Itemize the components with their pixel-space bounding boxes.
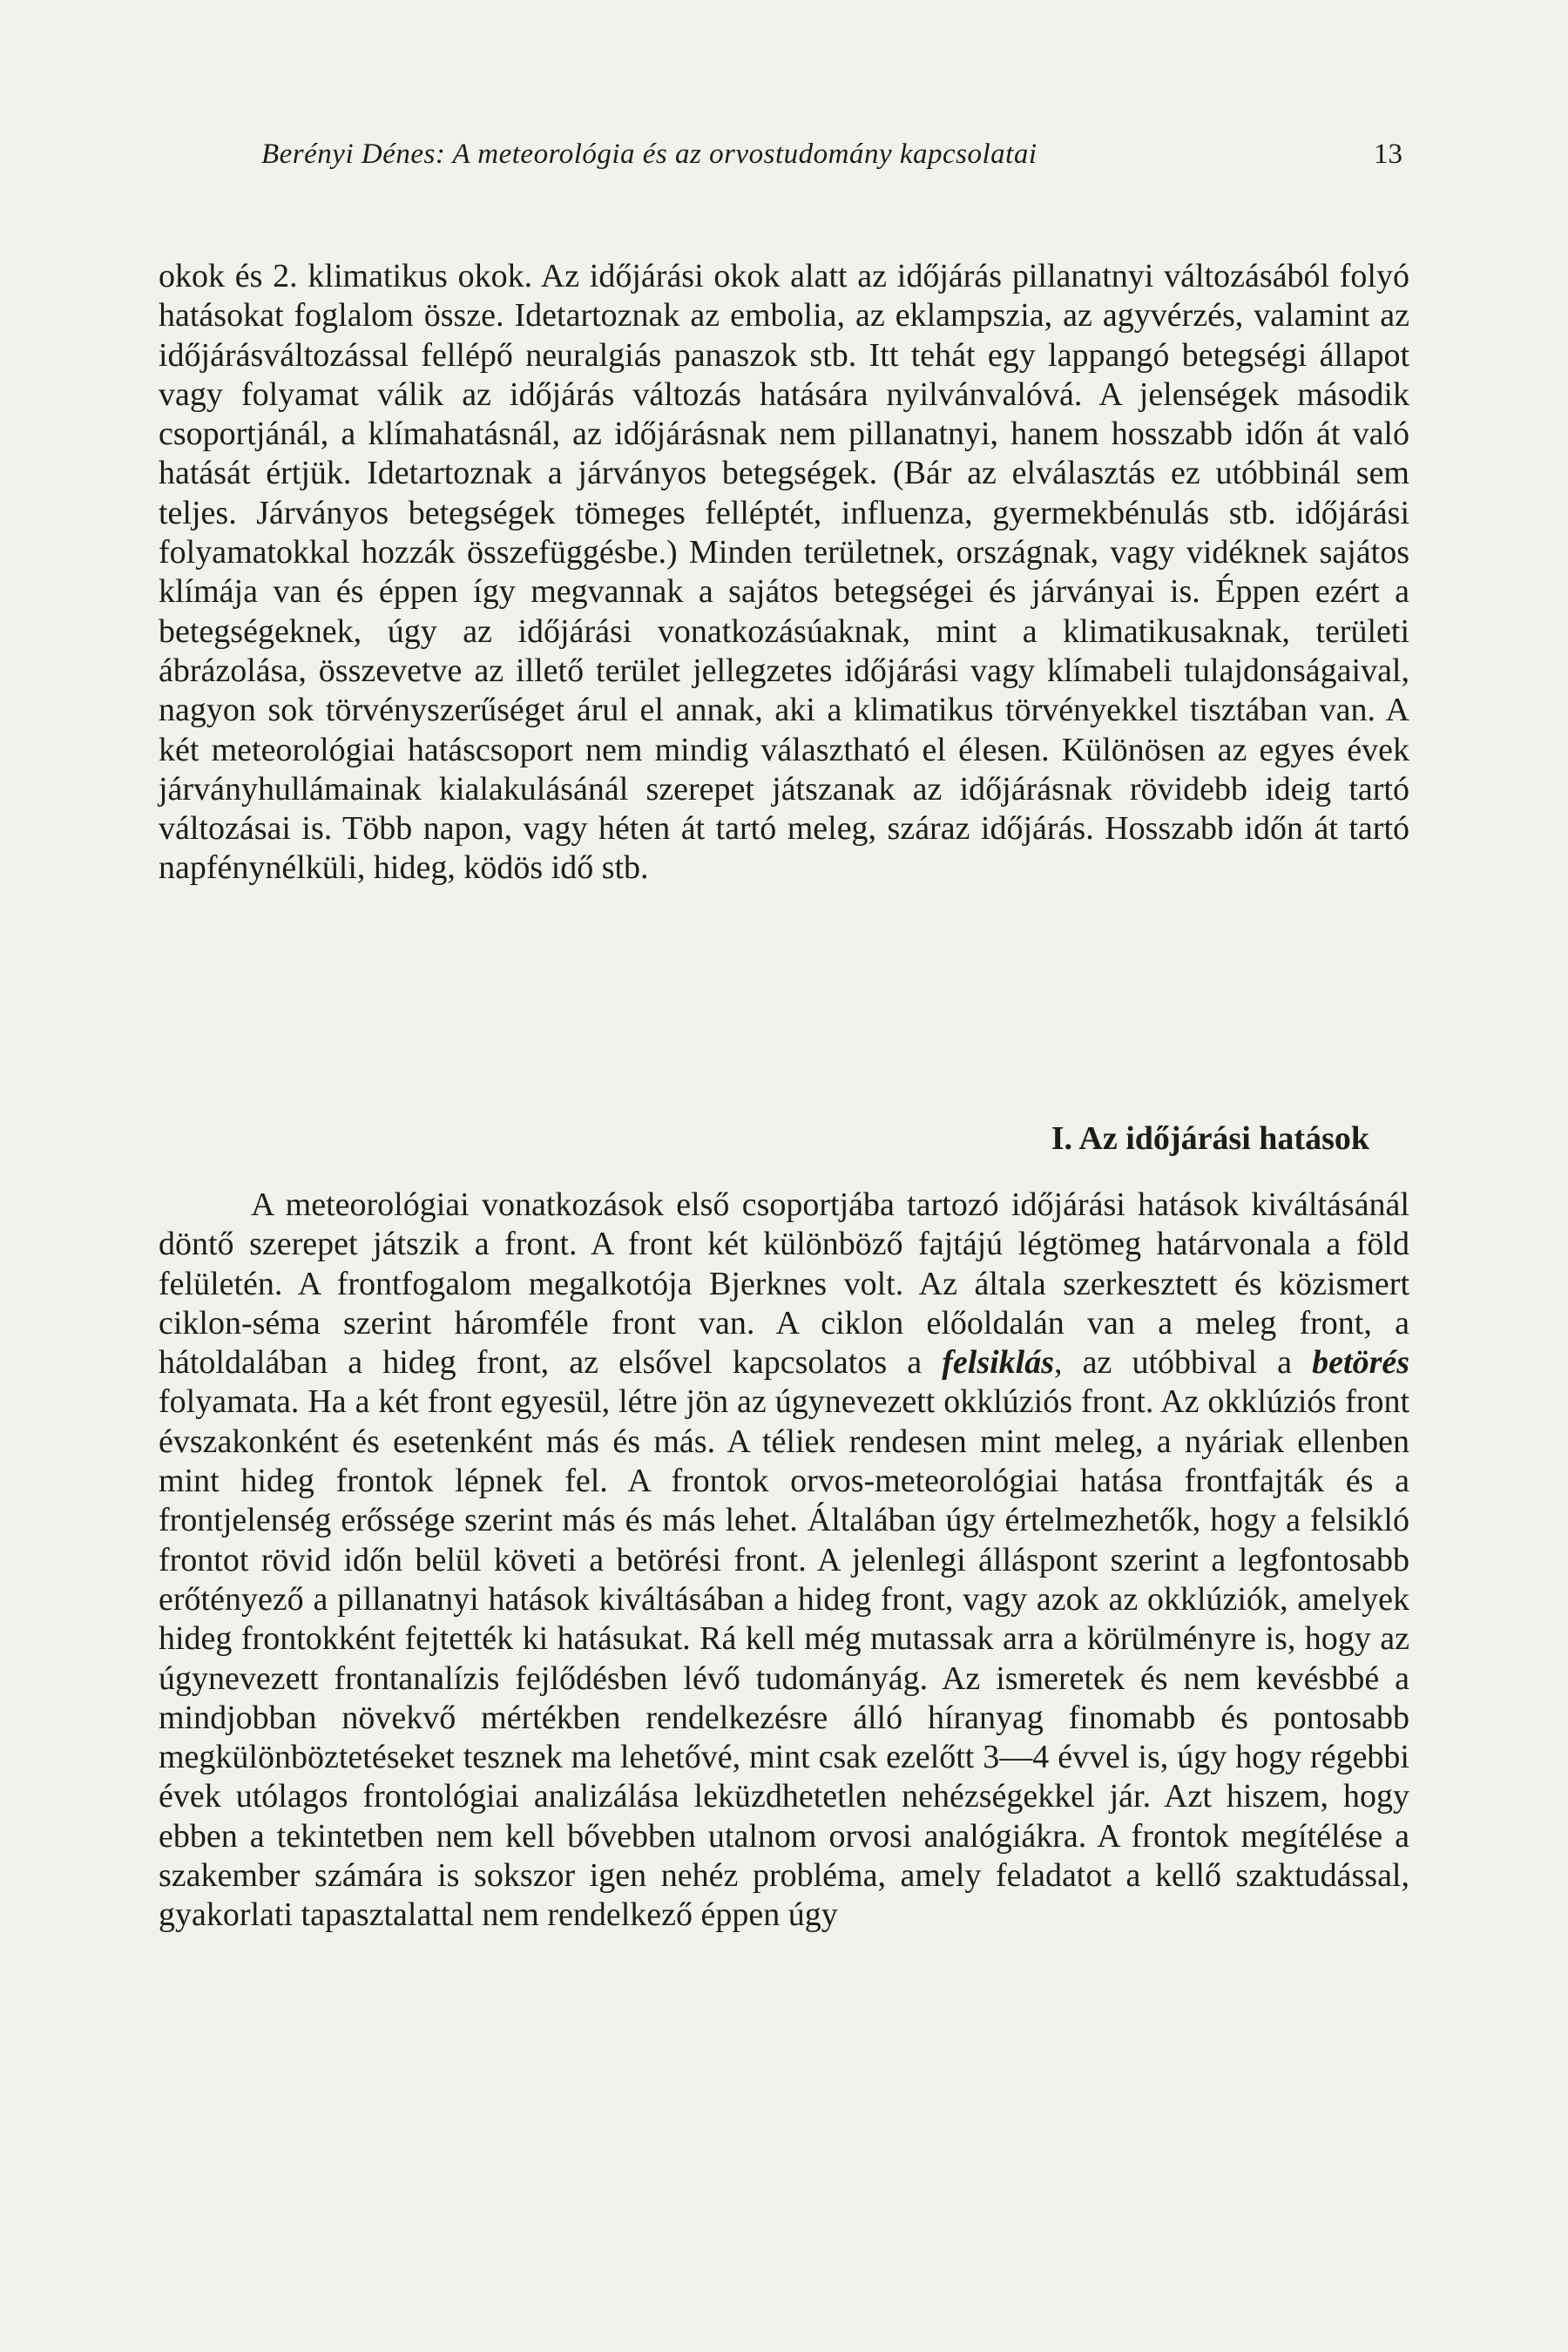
paragraph-text-part-2: , az utóbbival a xyxy=(1054,1344,1313,1382)
emphasis-betores: betörés xyxy=(1312,1344,1410,1382)
page-number: 13 xyxy=(1374,139,1402,170)
emphasis-felsiklas: felsiklás xyxy=(942,1344,1055,1382)
paragraph-text: okok és 2. klimatikus okok. Az időjárási okok alatt az időjárás pillanatnyi változásából folyó hatásokat foglalom össze. Idetartoznak az embolia, az eklampszia, az agyvérzés, valamint az időjárásváltozással fellépő neuralgiás panaszok stb. Itt tehát egy lappangó betegségi állapot vagy folyamat válik az időjárás változás hatására nyilvánvalóvá. A jelenségek második csoportjánál, a klímahatásnál, az időjárásnak nem pillanatnyi, hanem hosszabb időn át való hatását értjük. Idetartoznak a járványos betegségek. (Bár az elválasztás ez utóbbinál sem teljes. Járványos betegségek tömeges felléptét, influenza, gyermekbénulás stb. időjárási folyamatokkal hozzák összefüggésbe.) Minden területnek, országnak, vagy vidéknek sajátos klímája van és éppen így megvannak a sajátos betegségei és járványai is. Éppen ezért a betegségeknek, úgy az időjárási vonatkozásúaknak, mint a klimatikusaknak, területi ábrázolása, összevetve az illető terület jellegzetes időjárási vagy klímabeli tulajdonságaival, nagyon sok törvényszerűséget árul el annak, aki a klimatikus törvényekkel tisztában van. A két meteorológiai hatáscsoport nem mindig választható el élesen. Különösen az egyes évek járványhullámainak kialakulásánál szerepet játszanak az időjárásnak rövidebb ideig tartó változásai is. Több napon, vagy héten át tartó meleg, száraz időjárás. Hosszabb időn át tartó napfénynélküli, hideg, ködös idő stb. xyxy=(159,258,1409,887)
running-head xyxy=(261,132,1402,176)
running-head-title: Berényi Dénes: A meteorológia és az orvostudomány kapcsolatai xyxy=(261,139,1037,170)
body-paragraph-1 xyxy=(159,257,1409,889)
paragraph-text-part-3: folyamata. Ha a két front egyesül, létre jön az úgynevezett okklúziós front. Az okklúziós front évszakonként és esetenként más és más. A téliek rendesen mint meleg, a nyáriak ellenben mint hideg frontok lépnek fel. A frontok orvos-meteorológiai hatása frontfajták és a frontjelenség erőssége szerint más és más lehet. Általában úgy értelmezhetők, hogy a felsikló frontot rövid időn belül követi a betörési front. A jelenlegi álláspont szerint a legfontosabb erőtényező a pillanatnyi hatások kiváltásában a hideg front, vagy azok az okklúziók, amelyek hideg frontokként fejtették ki hatásukat. Rá kell még mutassak arra a körülményre is, hogy az úgynevezett frontanalízis fejlődésben lévő tudományág. Az ismeretek és nem kevésbbé a mindjobban növekvő mértékben rendelkezésre álló híranyag finomabb és pontosabb megkülönböztetéseket tesznek ma lehetővé, mint csak ezelőtt 3—4 évvel is, úgy hogy régebbi évek utólagos frontológiai analizálása leküzdhetetlen nehézségekkel jár. Azt hiszem, hogy ebben a tekintetben nem kell bővebben utalnom orvosi analógiákra. A frontok megítélése a szakember számára is sokszor igen nehéz probléma, amely feladatot a kellő szaktudással, gyakorlati tapasztalattal nem rendelkező éppen úgy xyxy=(159,1383,1409,1934)
paragraph-text xyxy=(159,1186,1409,1936)
body-paragraph-2 xyxy=(159,1186,1409,1936)
paragraph-text-part-1: A meteorológiai vonatkozások első csoportjába tartozó időjárási hatások kiváltásánál döntő szerepet játszik a front. A front két különböző fajtájú légtömeg határvonala a föld felületén. A frontfogalom megalkotója Bjerknes volt. Az általa szerkesztett és közismert ciklon-séma szerint háromféle front van. A ciklon előoldalán van a meleg front, a hátoldalában a hideg front, az elsővel kapcsolatos a xyxy=(159,1186,1409,1382)
section-heading: I. Az időjárási hatások xyxy=(1051,1120,1369,1157)
